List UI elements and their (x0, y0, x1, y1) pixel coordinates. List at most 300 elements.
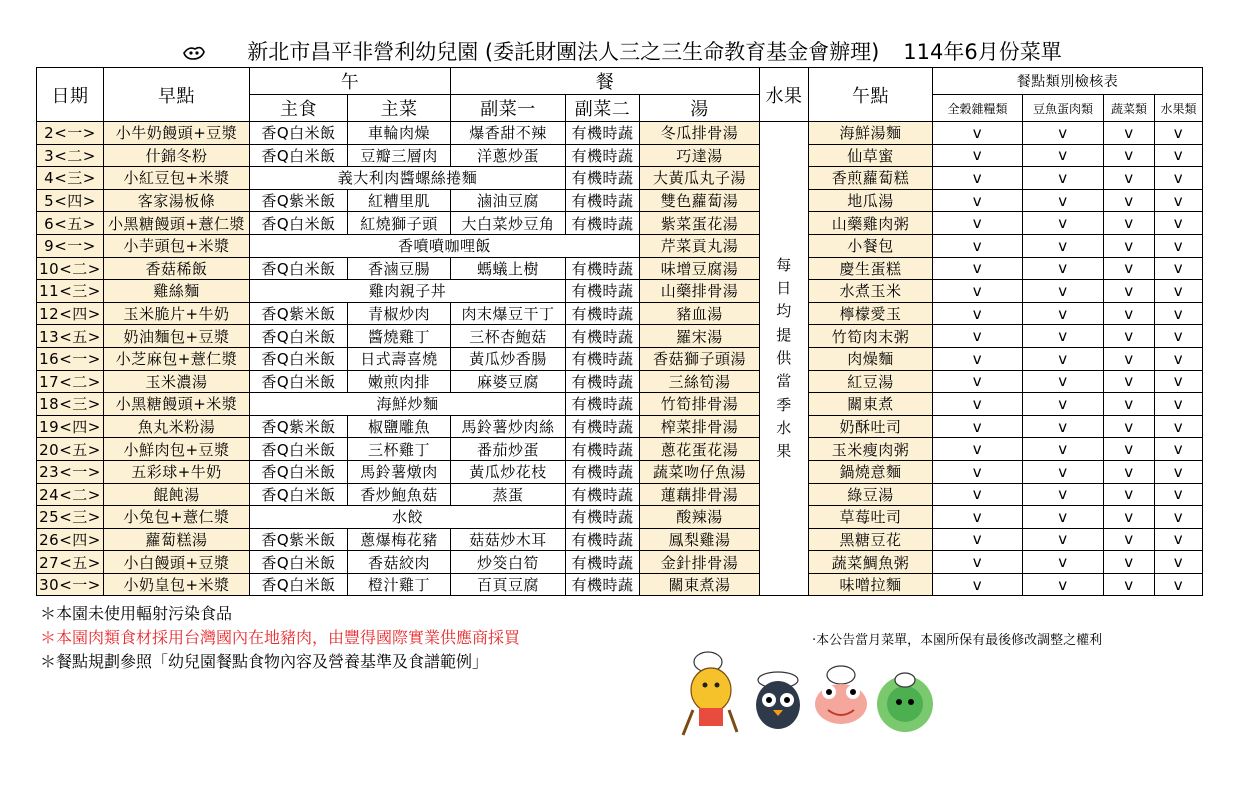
soup-cell: 榨菜排骨湯 (640, 415, 760, 438)
soup-cell: 大黃瓜丸子湯 (640, 167, 760, 190)
table-row (37, 189, 1203, 212)
snack-cell: 地瓜湯 (809, 189, 933, 212)
header-fruit-cat: 水果類 (1155, 95, 1203, 122)
table-row (37, 347, 1203, 370)
snack-cell: 檸檬愛玉 (809, 302, 933, 325)
soup-cell: 鳳梨雞湯 (640, 528, 760, 551)
snack-cell: 山藥雞肉粥 (809, 212, 933, 235)
snack-cell: 蔬菜鯛魚粥 (809, 551, 933, 574)
staple-cell: 香Q白米飯 (250, 257, 348, 280)
side2-cell: 有機時蔬 (566, 393, 640, 416)
staple-cell: 香Q白米飯 (250, 144, 348, 167)
side1-cell: 蒸蛋 (451, 483, 566, 506)
table-row (37, 438, 1203, 461)
main-cell: 嫩煎肉排 (348, 370, 451, 393)
check-mark-cell: v (1155, 257, 1203, 280)
logo-icon (181, 43, 207, 63)
check-mark-cell: v (1023, 370, 1104, 393)
check-mark-cell: v (1104, 257, 1155, 280)
soup-cell: 豬血湯 (640, 302, 760, 325)
soup-cell: 蔬菜吻仔魚湯 (640, 460, 760, 483)
check-mark-cell: v (933, 506, 1023, 529)
check-mark-cell: v (933, 551, 1023, 574)
note-radiation: ＊本園未使用輻射污染食品 (40, 604, 233, 623)
mascots-illustration (673, 640, 943, 740)
check-mark-cell: v (1104, 438, 1155, 461)
soup-cell: 香菇獅子頭湯 (640, 347, 760, 370)
main-cell: 香炒鮑魚菇 (348, 483, 451, 506)
date-cell: 25<三> (37, 506, 104, 529)
soup-cell: 芹菜貢丸湯 (640, 234, 760, 257)
check-mark-cell: v (1104, 573, 1155, 596)
check-mark-cell: v (1155, 483, 1203, 506)
check-mark-cell: v (933, 257, 1023, 280)
table-row (37, 415, 1203, 438)
staple-cell: 香Q白米飯 (250, 460, 348, 483)
check-mark-cell: v (933, 325, 1023, 348)
breakfast-cell: 什錦冬粉 (104, 144, 250, 167)
peacock-chef-icon (877, 673, 933, 732)
check-mark-cell: v (933, 415, 1023, 438)
fruit-note-char: 均 (776, 302, 792, 321)
table-row (37, 573, 1203, 596)
soup-cell: 紫菜蛋花湯 (640, 212, 760, 235)
snack-cell: 奶酥吐司 (809, 415, 933, 438)
check-mark-cell: v (1104, 325, 1155, 348)
side2-cell: 有機時蔬 (566, 528, 640, 551)
breakfast-cell: 小黑糖饅頭+薏仁漿 (104, 212, 250, 235)
check-mark-cell: v (1023, 415, 1104, 438)
breakfast-cell: 小牛奶饅頭+豆漿 (104, 122, 250, 145)
check-mark-cell: v (1023, 212, 1104, 235)
table-row (37, 212, 1203, 235)
date-cell: 6<五> (37, 212, 104, 235)
snack-cell: 慶生蛋糕 (809, 257, 933, 280)
check-mark-cell: v (933, 122, 1023, 145)
staple-cell: 香Q白米飯 (250, 122, 348, 145)
check-mark-cell: v (1155, 347, 1203, 370)
breakfast-cell: 餛飩湯 (104, 483, 250, 506)
check-mark-cell: v (933, 212, 1023, 235)
header-lunch-b: 餐 (451, 68, 760, 95)
header-veg: 蔬菜類 (1104, 95, 1155, 122)
date-cell: 27<五> (37, 551, 104, 574)
date-cell: 9<一> (37, 234, 104, 257)
side2-cell: 有機時蔬 (566, 280, 640, 303)
fruit-note-char: 季 (776, 395, 792, 414)
side1-cell: 螞蟻上樹 (451, 257, 566, 280)
header-soup: 湯 (640, 95, 760, 122)
check-mark-cell: v (1155, 415, 1203, 438)
snack-cell: 水煮玉米 (809, 280, 933, 303)
fruit-note-char: 果 (776, 442, 792, 461)
main-cell: 紅燒獅子頭 (348, 212, 451, 235)
date-cell: 19<四> (37, 415, 104, 438)
breakfast-cell: 雞絲麵 (104, 280, 250, 303)
side2-cell: 有機時蔬 (566, 167, 640, 190)
check-mark-cell: v (1155, 393, 1203, 416)
breakfast-cell: 玉米脆片+牛奶 (104, 302, 250, 325)
note-reference: ＊餐點規劃參照「幼兒園餐點食物內容及營養基準及食譜範例」 (40, 652, 489, 671)
check-mark-cell: v (933, 483, 1023, 506)
check-mark-cell: v (1104, 144, 1155, 167)
staple-cell: 香Q紫米飯 (250, 189, 348, 212)
check-mark-cell: v (1023, 280, 1104, 303)
check-mark-cell: v (1023, 573, 1104, 596)
staple-cell: 香Q白米飯 (250, 212, 348, 235)
side1-cell: 菇菇炒木耳 (451, 528, 566, 551)
check-mark-cell: v (1155, 438, 1203, 461)
date-cell: 2<一> (37, 122, 104, 145)
main-cell: 香菇絞肉 (348, 551, 451, 574)
fruit-note-char: 提 (776, 325, 792, 344)
check-mark-cell: v (1023, 393, 1104, 416)
check-mark-cell: v (1104, 167, 1155, 190)
check-mark-cell: v (1155, 528, 1203, 551)
table-row (37, 528, 1203, 551)
main-cell: 日式壽喜燒 (348, 347, 451, 370)
check-mark-cell: v (1104, 528, 1155, 551)
staple-cell: 香Q白米飯 (250, 347, 348, 370)
side2-cell: 有機時蔬 (566, 347, 640, 370)
note-pork: ＊本園肉類食材採用台灣國內在地豬肉，由豐得國際實業供應商採買 (40, 628, 521, 647)
table-row (37, 234, 1203, 257)
side2-cell: 有機時蔬 (566, 483, 640, 506)
check-mark-cell: v (1155, 325, 1203, 348)
breakfast-cell: 小兔包+薏仁漿 (104, 506, 250, 529)
date-cell: 17<二> (37, 370, 104, 393)
breakfast-cell: 小芝麻包+薏仁漿 (104, 347, 250, 370)
snack-cell: 鍋燒意麵 (809, 460, 933, 483)
check-mark-cell: v (933, 528, 1023, 551)
check-mark-cell: v (1104, 551, 1155, 574)
check-mark-cell: v (933, 573, 1023, 596)
header-check-title: 餐點類別檢核表 (933, 68, 1203, 95)
side1-cell: 爆香甜不辣 (451, 122, 566, 145)
fruit-note-char: 水 (776, 418, 792, 437)
side1-cell: 炒筊白筍 (451, 551, 566, 574)
check-mark-cell: v (1155, 573, 1203, 596)
side2-cell: 有機時蔬 (566, 302, 640, 325)
header-main: 主菜 (348, 95, 451, 122)
check-mark-cell: v (1023, 257, 1104, 280)
date-cell: 18<三> (37, 393, 104, 416)
soup-cell: 山藥排骨湯 (640, 280, 760, 303)
check-mark-cell: v (1023, 483, 1104, 506)
side2-cell: 有機時蔬 (566, 551, 640, 574)
check-mark-cell: v (1023, 167, 1104, 190)
check-mark-cell: v (933, 167, 1023, 190)
staple-cell: 香Q白米飯 (250, 325, 348, 348)
side2-cell: 有機時蔬 (566, 506, 640, 529)
side2-cell: 有機時蔬 (566, 573, 640, 596)
soup-cell: 蔥花蛋花湯 (640, 438, 760, 461)
table-row (37, 551, 1203, 574)
staple-cell: 香Q白米飯 (250, 551, 348, 574)
snack-cell: 海鮮湯麵 (809, 122, 933, 145)
fruit-note-char: 日 (776, 279, 792, 298)
staple-cell: 香Q紫米飯 (250, 302, 348, 325)
check-mark-cell: v (933, 393, 1023, 416)
breakfast-cell: 魚丸米粉湯 (104, 415, 250, 438)
side1-cell: 肉末爆豆干丁 (451, 302, 566, 325)
header-breakfast: 早點 (104, 68, 250, 122)
fruit-note-cell (760, 122, 809, 596)
soup-cell: 冬瓜排骨湯 (640, 122, 760, 145)
side2-cell: 有機時蔬 (566, 325, 640, 348)
side1-cell: 馬鈴薯炒肉絲 (451, 415, 566, 438)
check-mark-cell: v (1155, 122, 1203, 145)
side2-cell: 有機時蔬 (566, 415, 640, 438)
snack-cell: 黑糖豆花 (809, 528, 933, 551)
side2-cell: 有機時蔬 (566, 189, 640, 212)
breakfast-cell: 小黑糖饅頭+米漿 (104, 393, 250, 416)
check-mark-cell: v (1155, 551, 1203, 574)
header-staple: 主食 (250, 95, 348, 122)
side1-cell: 黃瓜炒香腸 (451, 347, 566, 370)
check-mark-cell: v (1155, 370, 1203, 393)
table-row (37, 370, 1203, 393)
side2-cell: 有機時蔬 (566, 122, 640, 145)
table-row (37, 325, 1203, 348)
side2-cell: 有機時蔬 (566, 144, 640, 167)
date-cell: 3<二> (37, 144, 104, 167)
side2-cell: 有機時蔬 (566, 257, 640, 280)
soup-cell: 金針排骨湯 (640, 551, 760, 574)
date-cell: 16<一> (37, 347, 104, 370)
breakfast-cell: 小芋頭包+米漿 (104, 234, 250, 257)
table-row (37, 483, 1203, 506)
date-cell: 30<一> (37, 573, 104, 596)
main-cell: 橙汁雞丁 (348, 573, 451, 596)
check-mark-cell: v (933, 144, 1023, 167)
check-mark-cell: v (1155, 234, 1203, 257)
breakfast-cell: 客家湯板條 (104, 189, 250, 212)
table-row (37, 257, 1203, 280)
owl-chef-icon (756, 672, 800, 729)
main-cell: 紅糟里肌 (348, 189, 451, 212)
staple-cell: 香Q白米飯 (250, 370, 348, 393)
header-lunch-a: 午 (250, 68, 451, 95)
check-mark-cell: v (1023, 234, 1104, 257)
snack-cell: 肉燥麵 (809, 347, 933, 370)
snack-cell: 小餐包 (809, 234, 933, 257)
side1-cell: 麻婆豆腐 (451, 370, 566, 393)
check-mark-cell: v (1023, 438, 1104, 461)
check-mark-cell: v (1104, 460, 1155, 483)
header-fruit: 水果 (760, 68, 809, 122)
breakfast-cell: 奶油麵包+豆漿 (104, 325, 250, 348)
staple-cell: 香Q紫米飯 (250, 528, 348, 551)
check-mark-cell: v (1104, 189, 1155, 212)
soup-cell: 竹筍排骨湯 (640, 393, 760, 416)
check-mark-cell: v (1023, 122, 1104, 145)
check-mark-cell: v (1104, 212, 1155, 235)
breakfast-cell: 小奶皇包+米漿 (104, 573, 250, 596)
check-mark-cell: v (933, 189, 1023, 212)
check-mark-cell: v (1104, 347, 1155, 370)
main-cell: 豆瓣三層肉 (348, 144, 451, 167)
frog-chef-icon (815, 666, 867, 724)
soup-cell: 羅宋湯 (640, 325, 760, 348)
snack-cell: 綠豆湯 (809, 483, 933, 506)
main-cell: 馬鈴薯燉肉 (348, 460, 451, 483)
soup-cell: 味增豆腐湯 (640, 257, 760, 280)
menu-table (36, 67, 1203, 596)
check-mark-cell: v (1023, 302, 1104, 325)
check-mark-cell: v (1104, 280, 1155, 303)
check-mark-cell: v (1155, 460, 1203, 483)
header-protein: 豆魚蛋肉類 (1023, 95, 1104, 122)
snack-cell: 草莓吐司 (809, 506, 933, 529)
soup-cell: 蓮藕排骨湯 (640, 483, 760, 506)
title-text: 新北市昌平非營利幼兒園 (委託財團法人三之三生命教育基金會辦理) (247, 40, 880, 64)
table-row (37, 506, 1203, 529)
check-mark-cell: v (1023, 325, 1104, 348)
table-row (37, 302, 1203, 325)
date-cell: 11<三> (37, 280, 104, 303)
note-rights: ‧本公告當月菜單，本園所保有最後修改調整之權利 (812, 633, 1103, 648)
check-mark-cell: v (1023, 551, 1104, 574)
check-mark-cell: v (1023, 144, 1104, 167)
table-row (37, 393, 1203, 416)
main-cell: 椒鹽雕魚 (348, 415, 451, 438)
check-mark-cell: v (1155, 302, 1203, 325)
lunch-combined-cell: 義大利肉醬螺絲捲麵 (250, 167, 566, 190)
lunch-combined-cell: 香噴噴咖哩飯 (250, 234, 640, 257)
breakfast-cell: 玉米濃湯 (104, 370, 250, 393)
check-mark-cell: v (933, 347, 1023, 370)
check-mark-cell: v (1155, 144, 1203, 167)
main-cell: 青椒炒肉 (348, 302, 451, 325)
check-mark-cell: v (1155, 167, 1203, 190)
breakfast-cell: 香菇稀飯 (104, 257, 250, 280)
horse-chef-icon (683, 652, 737, 735)
title-month: 114年6月份菜單 (903, 40, 1062, 64)
check-mark-cell: v (1155, 212, 1203, 235)
lunch-combined-cell: 水餃 (250, 506, 566, 529)
check-mark-cell: v (1104, 302, 1155, 325)
side1-cell: 三杯杏鮑菇 (451, 325, 566, 348)
side1-cell: 百頁豆腐 (451, 573, 566, 596)
check-mark-cell: v (1023, 347, 1104, 370)
snack-cell: 關東煮 (809, 393, 933, 416)
check-mark-cell: v (1023, 506, 1104, 529)
soup-cell: 關東煮湯 (640, 573, 760, 596)
notes (40, 602, 520, 674)
breakfast-cell: 五彩球+牛奶 (104, 460, 250, 483)
snack-cell: 竹筍肉末粥 (809, 325, 933, 348)
check-mark-cell: v (1104, 415, 1155, 438)
fruit-note-char: 每 (776, 255, 792, 274)
menu-body (37, 122, 1203, 596)
snack-cell: 味噌拉麵 (809, 573, 933, 596)
check-mark-cell: v (933, 302, 1023, 325)
snack-cell: 紅豆湯 (809, 370, 933, 393)
snack-cell: 香煎蘿蔔糕 (809, 167, 933, 190)
check-mark-cell: v (933, 460, 1023, 483)
check-mark-cell: v (1104, 370, 1155, 393)
header-snack: 午點 (809, 68, 933, 122)
table-row (37, 167, 1203, 190)
date-cell: 10<二> (37, 257, 104, 280)
check-mark-cell: v (1104, 506, 1155, 529)
check-mark-cell: v (1104, 393, 1155, 416)
header-side1: 副菜一 (451, 95, 566, 122)
table-row (37, 280, 1203, 303)
check-mark-cell: v (1023, 528, 1104, 551)
table-row (37, 144, 1203, 167)
date-cell: 24<二> (37, 483, 104, 506)
check-mark-cell: v (933, 280, 1023, 303)
lunch-combined-cell: 海鮮炒麵 (250, 393, 566, 416)
table-row (37, 122, 1203, 145)
fruit-note-char: 供 (776, 349, 792, 368)
date-cell: 12<四> (37, 302, 104, 325)
main-cell: 三杯雞丁 (348, 438, 451, 461)
side2-cell: 有機時蔬 (566, 438, 640, 461)
side1-cell: 洋蔥炒蛋 (451, 144, 566, 167)
check-mark-cell: v (1155, 506, 1203, 529)
side1-cell: 黃瓜炒花枝 (451, 460, 566, 483)
check-mark-cell: v (1104, 122, 1155, 145)
date-cell: 23<一> (37, 460, 104, 483)
check-mark-cell: v (1104, 483, 1155, 506)
side2-cell: 有機時蔬 (566, 212, 640, 235)
side1-cell: 大白菜炒豆角 (451, 212, 566, 235)
soup-cell: 酸辣湯 (640, 506, 760, 529)
staple-cell: 香Q白米飯 (250, 483, 348, 506)
staple-cell: 香Q白米飯 (250, 438, 348, 461)
check-mark-cell: v (1155, 189, 1203, 212)
staple-cell: 香Q紫米飯 (250, 415, 348, 438)
main-cell: 香滷豆腸 (348, 257, 451, 280)
date-cell: 4<三> (37, 167, 104, 190)
snack-cell: 玉米瘦肉粥 (809, 438, 933, 461)
date-cell: 20<五> (37, 438, 104, 461)
header-date: 日期 (37, 68, 104, 122)
page-title (0, 38, 1243, 66)
table-row (37, 460, 1203, 483)
side1-cell: 番茄炒蛋 (451, 438, 566, 461)
breakfast-cell: 小白饅頭+豆漿 (104, 551, 250, 574)
snack-cell: 仙草蜜 (809, 144, 933, 167)
check-mark-cell: v (1155, 280, 1203, 303)
side1-cell: 滷油豆腐 (451, 189, 566, 212)
header-grain: 全穀雜糧類 (933, 95, 1023, 122)
breakfast-cell: 小紅豆包+米漿 (104, 167, 250, 190)
breakfast-cell: 小鮮肉包+豆漿 (104, 438, 250, 461)
check-mark-cell: v (1023, 189, 1104, 212)
staple-cell: 香Q白米飯 (250, 573, 348, 596)
soup-cell: 巧達湯 (640, 144, 760, 167)
soup-cell: 雙色蘿蔔湯 (640, 189, 760, 212)
lunch-combined-cell: 雞肉親子丼 (250, 280, 566, 303)
date-cell: 5<四> (37, 189, 104, 212)
soup-cell: 三絲筍湯 (640, 370, 760, 393)
breakfast-cell: 蘿蔔糕湯 (104, 528, 250, 551)
side2-cell: 有機時蔬 (566, 460, 640, 483)
main-cell: 醬燒雞丁 (348, 325, 451, 348)
check-mark-cell: v (933, 234, 1023, 257)
check-mark-cell: v (933, 438, 1023, 461)
main-cell: 車輪肉燥 (348, 122, 451, 145)
main-cell: 蔥爆梅花豬 (348, 528, 451, 551)
side2-cell: 有機時蔬 (566, 370, 640, 393)
date-cell: 13<五> (37, 325, 104, 348)
fruit-note-char: 當 (776, 372, 792, 391)
date-cell: 26<四> (37, 528, 104, 551)
